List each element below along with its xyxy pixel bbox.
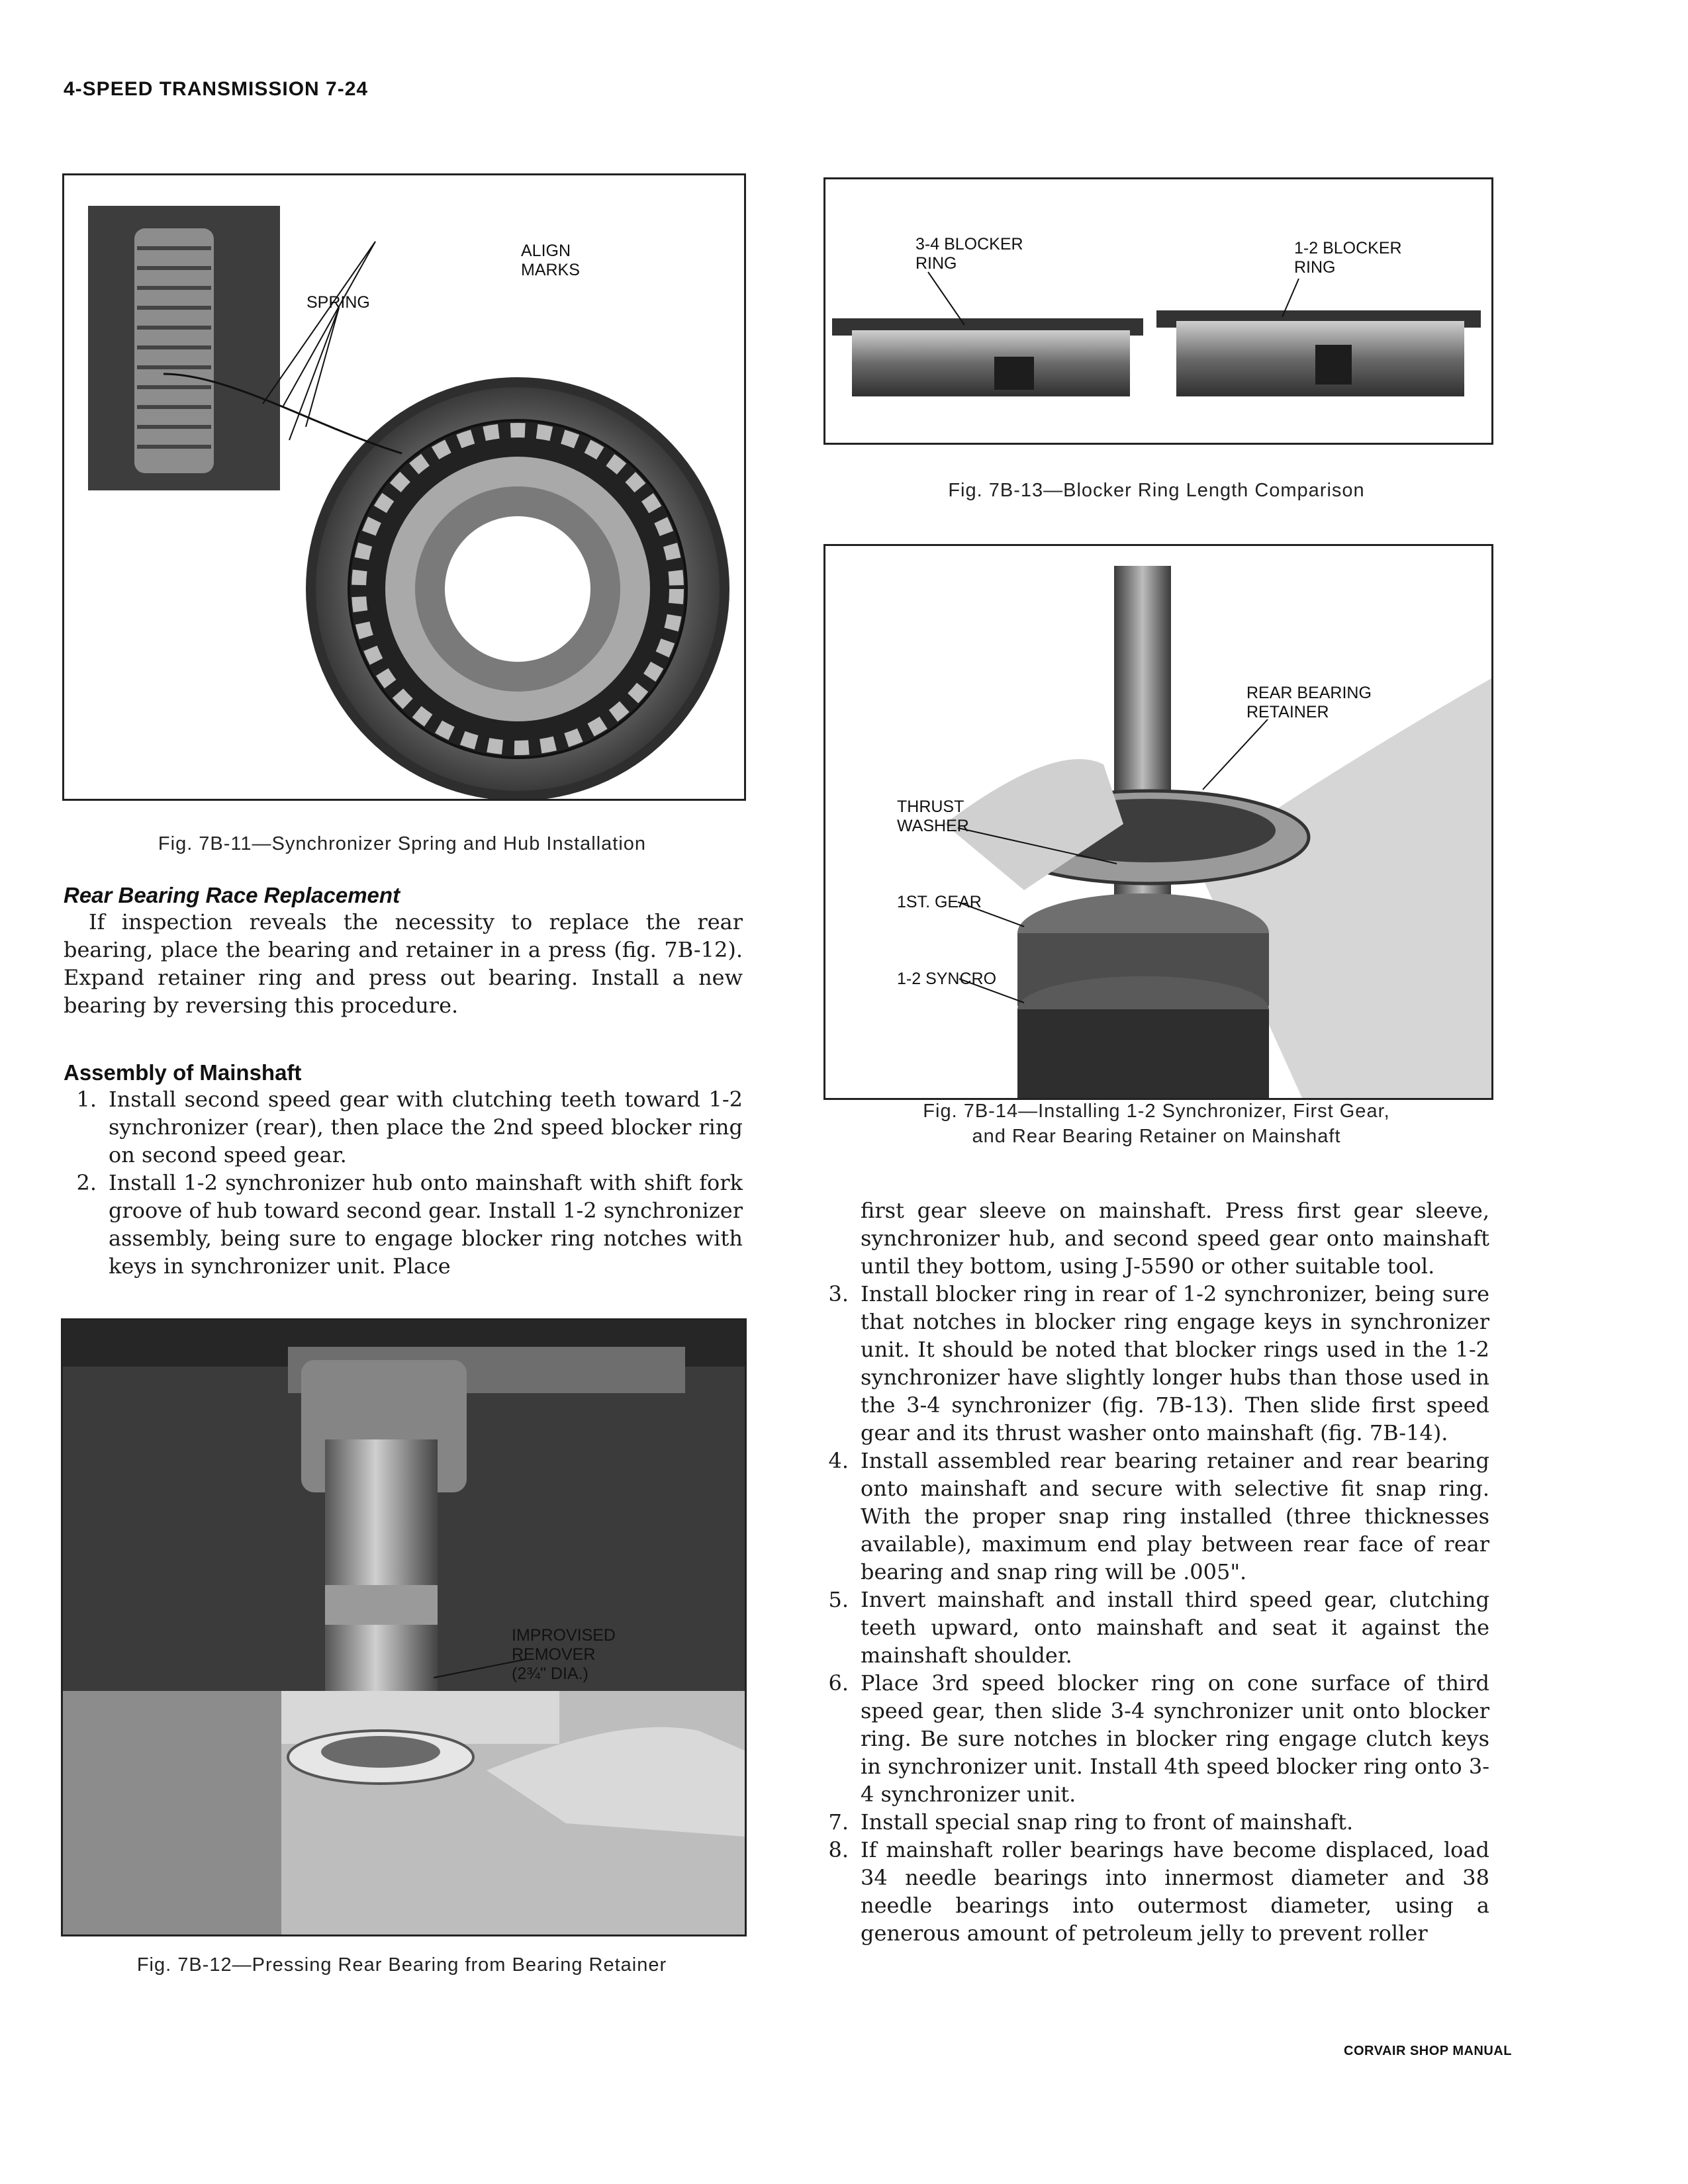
- figure-7b-13: [823, 177, 1493, 445]
- step-number: 2.: [76, 1170, 97, 1195]
- heading-rear-bearing: Rear Bearing Race Replacement: [64, 883, 400, 907]
- caption-fig-7b-12: Fig. 7B-12—Pressing Rear Bearing from Bearing Retainer: [136, 1954, 667, 1976]
- callout-improvised-remover: IMPROVISED REMOVER (2¾" DIA.): [512, 1626, 616, 1683]
- step-text: Place 3rd speed blocker ring on cone surface of third speed gear, then slide 3-4 synchronizer unit onto blocker ring. Be sure notches in blocker ring engage clutch keys in synchronizer unit. Install 4th speed blocker ring onto 3-4 synchronizer unit.: [861, 1670, 1489, 1807]
- step-text: If mainshaft roller bearings have become displaced, load 34 needle bearings into innermost diameter and 38 needle bearings into outermost diameter, using a generous amount of petroleum jelly to prevent roller: [861, 1837, 1489, 1946]
- figure-7b-11: [62, 173, 746, 801]
- callout-1-2-blocker-ring: 1-2 BLOCKER RING: [1294, 239, 1402, 277]
- step-number: 5.: [828, 1587, 849, 1612]
- heading-assembly-mainshaft: Assembly of Mainshaft: [64, 1060, 302, 1085]
- page-header: 4-SPEED TRANSMISSION 7-24: [64, 78, 369, 100]
- press-photo: [63, 1320, 745, 1934]
- callout-rear-bearing-retainer: REAR BEARING RETAINER: [1246, 684, 1372, 721]
- callout-thrust-washer: THRUST WASHER: [897, 797, 969, 835]
- rear-bearing-text: If inspection reveals the necessity to replace the rear bearing, place the bearing and retainer in a press (fig. 7B-12). Expand retainer ring and press out bearing. Install a new bearing by reversing this procedure.: [64, 909, 743, 1018]
- list-item: [816, 1280, 1489, 1447]
- caption-fig-7b-13: Fig. 7B-13—Blocker Ring Length Comparison: [948, 480, 1365, 501]
- assembly-steps-left: [64, 1085, 743, 1280]
- callout-spring: SPRING: [306, 293, 370, 312]
- caption-fig-7b-14-line2: and Rear Bearing Retainer on Mainshaft: [972, 1126, 1341, 1147]
- list-item: [64, 1085, 743, 1169]
- list-item: [816, 1808, 1489, 1836]
- step-text: first gear sleeve on mainshaft. Press first gear sleeve, synchronizer hub, and second speed gear onto mainshaft until they bottom, using J-5590 or other suitable tool.: [861, 1198, 1489, 1279]
- step-text: Invert mainshaft and install third speed gear, clutching teeth upward, onto mainshaft and seat it against the mainshaft shoulder.: [861, 1587, 1489, 1668]
- callout-align-marks: ALIGN MARKS: [521, 242, 580, 279]
- list-item: [816, 1836, 1489, 1947]
- step-text: Install special snap ring to front of mainshaft.: [861, 1809, 1354, 1835]
- callout-3-4-blocker-ring: 3-4 BLOCKER RING: [915, 235, 1023, 273]
- step-text: Install 1-2 synchronizer hub onto mainshaft with shift fork groove of hub toward second gear. Install 1-2 synchronizer assembly, being sure to engage blocker ring notches with keys in synchronizer unit. Place: [109, 1170, 743, 1279]
- step-number: 7.: [828, 1809, 849, 1835]
- list-item: [816, 1669, 1489, 1808]
- list-item: [816, 1586, 1489, 1669]
- figure-7b-12: [61, 1318, 747, 1936]
- synchronizer-hub-photo: [64, 175, 744, 799]
- page-footer: CORVAIR SHOP MANUAL: [1344, 2044, 1512, 2058]
- step-number: 4.: [828, 1448, 849, 1473]
- step-text: Install assembled rear bearing retainer and rear bearing onto mainshaft and secure with selective fit snap ring. With the proper snap ring installed (three thicknesses available), maximum end play between rear face of rear bearing and snap ring will be .005".: [861, 1448, 1489, 1584]
- caption-fig-7b-14-line1: Fig. 7B-14—Installing 1-2 Synchronizer, First Gear,: [923, 1101, 1390, 1122]
- caption-fig-7b-14: [823, 1099, 1489, 1149]
- callout-1st-gear: 1ST. GEAR: [897, 893, 982, 911]
- list-item: [64, 1169, 743, 1280]
- assembly-steps-right: [816, 1197, 1489, 1947]
- figure-7b-14: [823, 544, 1493, 1100]
- paragraph-rear-bearing: [64, 908, 743, 1019]
- step-text: Install blocker ring in rear of 1-2 synchronizer, being sure that notches in blocker ring engage keys in synchronizer unit. It should be noted that blocker rings used in the 1-2 synchronizer have slightly longer hubs than those used in the 3-4 synchronizer (fig. 7B-13). Then slide first speed gear and its thrust washer onto mainshaft (fig. 7B-14).: [861, 1281, 1489, 1445]
- step-text: Install second speed gear with clutching teeth toward 1-2 synchronizer (rear), then place the 2nd speed blocker ring on second speed gear.: [109, 1087, 743, 1167]
- step-number: 1.: [76, 1087, 97, 1112]
- caption-fig-7b-11: Fig. 7B-11—Synchronizer Spring and Hub Installation: [158, 833, 647, 854]
- callout-1-2-syncro: 1-2 SYNCRO: [897, 970, 997, 988]
- step-number: 3.: [828, 1281, 849, 1306]
- step-number: 8.: [828, 1837, 849, 1862]
- list-item: [816, 1447, 1489, 1586]
- list-item: [816, 1197, 1489, 1280]
- step-number: 6.: [828, 1670, 849, 1696]
- blocker-rings-photo: [825, 179, 1491, 443]
